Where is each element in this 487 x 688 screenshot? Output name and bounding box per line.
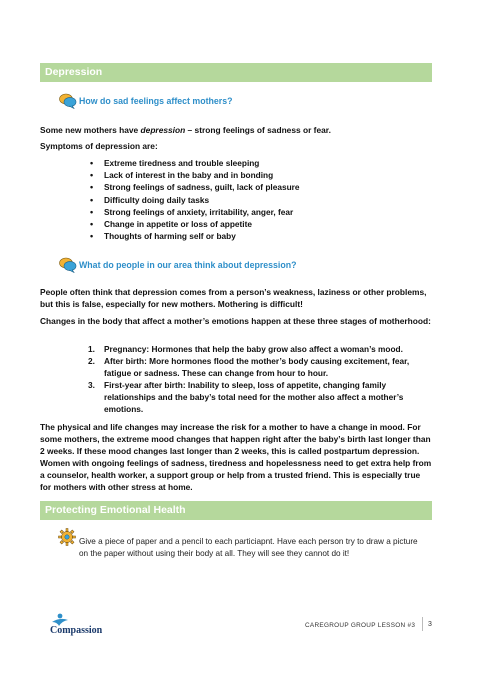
intro-text: Some new mothers have xyxy=(40,125,141,135)
list-item: • Lack of interest in the baby and in bonding xyxy=(90,169,299,181)
question-text: How do sad feelings affect mothers? xyxy=(79,96,233,106)
list-item xyxy=(88,355,428,379)
paragraph-postpartum: The physical and life changes may increase the risk for a mother to have a change in mood. For some mothers, the extreme mood changes that happen right after the baby’s birth last longer than 2 weeks. If these mood changes last longer than 2 weeks, this is called postpartum depression. Women with ongoing feelings of sadness, tiredness and hopelessness need to get extra help from a counselor, health worker, a support group or help from a trusted friend. This is especially true for mothers with other stress at home. xyxy=(40,422,432,492)
stages-list xyxy=(88,343,428,415)
activity-instructions: Give a piece of paper and a pencil to each particiapnt. Have each person try to draw a picture on the paper without using their body at all. They will see they cannot do it! xyxy=(79,537,418,558)
item-text: Pregnancy: Hormones that help the baby grow also affect a woman’s mood. xyxy=(104,344,403,354)
item-text: After birth: More hormones flood the mother’s body causing excitement, fear, fatigue or sadness. These can change from hour to hour. xyxy=(104,356,410,378)
gear-icon xyxy=(58,528,76,546)
question-text: What do people in our area think about depression? xyxy=(79,260,297,270)
list-item: • Extreme tiredness and trouble sleeping xyxy=(90,157,299,169)
item-number: 2. xyxy=(88,356,95,366)
page-number: 3 xyxy=(428,621,432,628)
list-item: • Thoughts of harming self or baby xyxy=(90,230,299,242)
item-number: 1. xyxy=(88,344,95,354)
paragraph-stages-intro: Changes in the body that affect a mother’s emotions happen at these three stages of motherhood: xyxy=(40,316,431,326)
intro-text-end: – strong feelings of sadness or fear. xyxy=(185,125,331,135)
item-text: First-year after birth: Inability to sleep, loss of appetite, changing family relationships and the baby’s total need for the mother also affect a mother’s emotions. xyxy=(104,380,404,414)
list-item: • Strong feelings of sadness, guilt, lack of pleasure xyxy=(90,181,299,193)
item-number: 3. xyxy=(88,380,95,390)
section-title: Protecting Emotional Health xyxy=(45,504,186,516)
symptoms-list xyxy=(90,157,299,242)
section-header-emotional-health xyxy=(40,501,432,520)
paragraph-misconceptions: People often think that depression comes from a person’s weakness, laziness or other problems, but this is false, especially for new mothers. Mothering is difficult! xyxy=(40,287,427,309)
list-item xyxy=(88,379,428,415)
list-item: • Strong feelings of anxiety, irritability, anger, fear xyxy=(90,206,299,218)
speech-bubbles-icon xyxy=(59,93,77,109)
intro-emphasis: depression xyxy=(140,125,186,135)
list-item: • Change in appetite or loss of appetite xyxy=(90,218,299,230)
footer-divider xyxy=(422,617,423,631)
logo-text: Compassion xyxy=(50,625,103,636)
question-row-2 xyxy=(59,257,297,273)
footer-lesson-label: CAREGROUP GROUP LESSON #3 xyxy=(305,622,416,629)
section-title: Depression xyxy=(45,66,103,78)
symptoms-label: Symptoms of depression are: xyxy=(40,141,158,151)
speech-bubbles-icon xyxy=(59,257,77,273)
list-item: • Difficulty doing daily tasks xyxy=(90,194,299,206)
section-header-depression xyxy=(40,63,432,82)
list-item xyxy=(88,343,428,355)
intro-paragraph xyxy=(40,124,432,136)
question-row-1 xyxy=(59,93,232,109)
